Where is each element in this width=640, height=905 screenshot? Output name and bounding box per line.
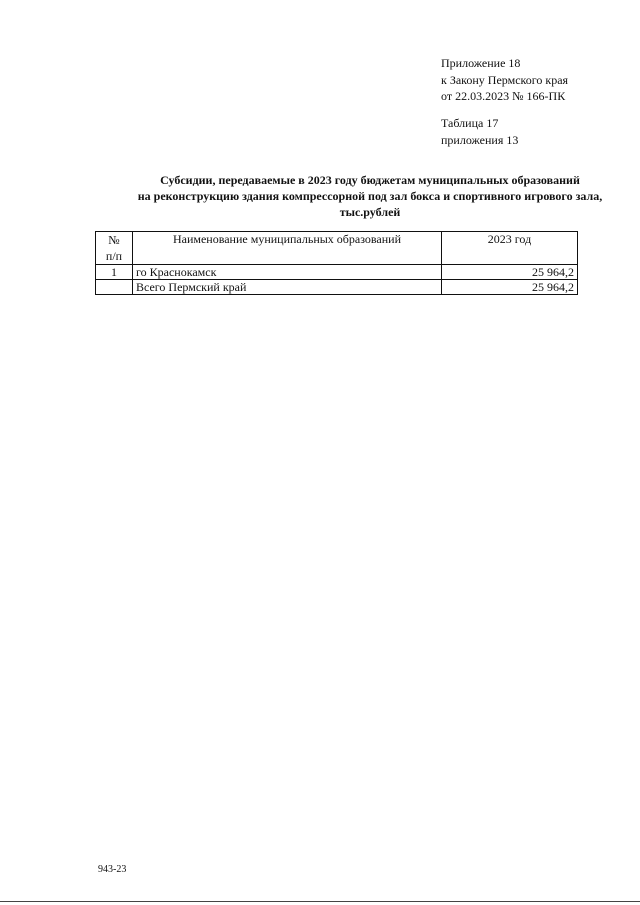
header-municipality: Наименование муниципальных образований xyxy=(133,232,442,265)
appendix-number: Приложение 18 xyxy=(441,56,521,70)
document-code: 943-23 xyxy=(98,864,127,875)
title-units: тыс.рублей xyxy=(339,205,401,219)
row-number: 1 xyxy=(96,265,133,280)
appendix-law: к Закону Пермского края xyxy=(441,72,569,87)
header-number-sign: № xyxy=(108,233,120,247)
table-number: Таблица 17 xyxy=(441,116,499,130)
total-number xyxy=(96,280,133,295)
total-label: Всего Пермский край xyxy=(133,280,442,295)
appendix-date: от 22.03.2023 № 166-ПК xyxy=(441,89,566,103)
title-line-2: на реконструкцию здания компрессорной под зал бокса и спортивного игрового зала, xyxy=(137,189,603,203)
subsidy-table xyxy=(95,231,578,295)
row-municipality: го Краснокамск xyxy=(133,265,442,280)
title-line-1: Субсидии, передаваемые в 2023 году бюджетам муниципальных образований xyxy=(160,173,580,187)
total-row xyxy=(96,280,578,295)
total-amount: 25 964,2 xyxy=(442,280,578,295)
row-amount: 25 964,2 xyxy=(442,265,578,280)
table-reference xyxy=(441,115,518,148)
header-number xyxy=(96,232,133,265)
header-year: 2023 год xyxy=(442,232,578,265)
table-header-row xyxy=(96,232,578,265)
scan-edge-line xyxy=(0,901,640,902)
header-number-abbr: п/п xyxy=(105,249,123,263)
table-appendix: приложения 13 xyxy=(441,132,519,147)
table-row xyxy=(96,265,578,280)
document-title xyxy=(80,172,640,220)
appendix-reference xyxy=(441,55,568,105)
